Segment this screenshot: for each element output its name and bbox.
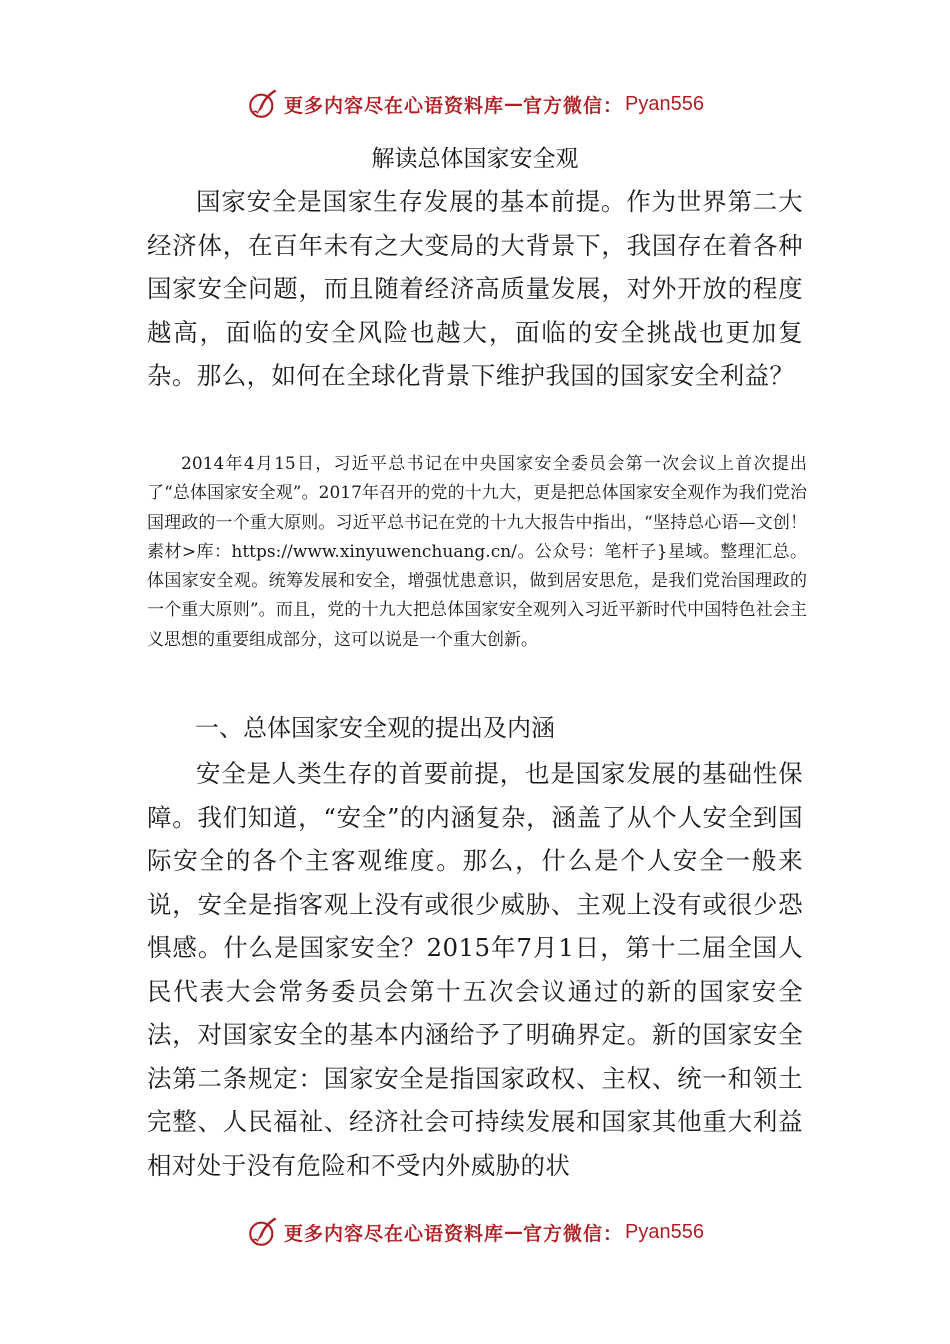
watermark-wechat-label: 官方微信： <box>523 1222 624 1245</box>
header-watermark <box>0 84 950 124</box>
watermark-site-text: 更多内容尽在心语资料库 <box>284 1222 505 1245</box>
watermark-wechat-label: 官方微信： <box>523 94 624 117</box>
watermark-separator: — <box>504 93 524 115</box>
quill-pen-logo-icon <box>246 87 280 121</box>
paragraph-history: 2014年4月15日，习近平总书记在中央国家安全委员会第一次会议上首次提出了“总体国家安全观”。2017年召开的党的十九大，更是把总体国家安全观作为我们党治国理政的一个重大原则。习近平总书记在党的十九大报告中指出，“坚持总心语—文创！素材>库：https://www.xinyuwenchuang.cn/。公众号：笔杆子}星域。整理汇总。体国家安全观。统筹发展和安全，增强忧患意识，做到居安思危，是我们党治国理政的一个重大原则”。而且，党的十九大把总体国家安全观列入习近平新时代中国特色社会主义思想的重要组成部分，这可以说是一个重大创新。 <box>147 454 807 650</box>
watermark-wechat-id: Pyan556 <box>625 92 704 115</box>
watermark-separator: — <box>504 1221 524 1243</box>
paragraph-definition: 安全是人类生存的首要前提，也是国家发展的基础性保障。我们知道，“安全”的内涵复杂，涵盖了从个人安全到国际安全的各个主客观维度。那么，什么是个人安全一般来说，安全是指客观上没有或很少威胁、主观上没有或很少恐惧感。什么是国家安全？2015年7月1日，第十二届全国人民代表大会常务委员会第十五次会议通过的新的国家安全法，对国家安全的基本内涵给予了明确界定。新的国家安全法第二条规定：国家安全是指国家政权、主权、统一和领土完整、人民福祉、经济社会可持续发展和国家其他重大利益相对处于没有危险和不受内外威胁的状 <box>147 759 803 1180</box>
section-heading: 一、总体国家安全观的提出及内涵 <box>195 714 555 742</box>
watermark-site-text: 更多内容尽在心语资料库 <box>284 94 505 117</box>
footer-watermark <box>0 1212 950 1252</box>
watermark-wechat-id: Pyan556 <box>625 1220 704 1243</box>
paragraph-intro: 国家安全是国家生存发展的基本前提。作为世界第二大经济体，在百年未有之大变局的大背景下，我国存在着各种国家安全问题，而且随着经济高质量发展，对外开放的程度越高，面临的安全风险也越大，面临的安全挑战也更加复杂。那么，如何在全球化背景下维护我国的国家安全利益？ <box>147 187 803 390</box>
quill-pen-logo-icon <box>246 1215 280 1249</box>
document-title: 解读总体国家安全观 <box>371 146 579 172</box>
